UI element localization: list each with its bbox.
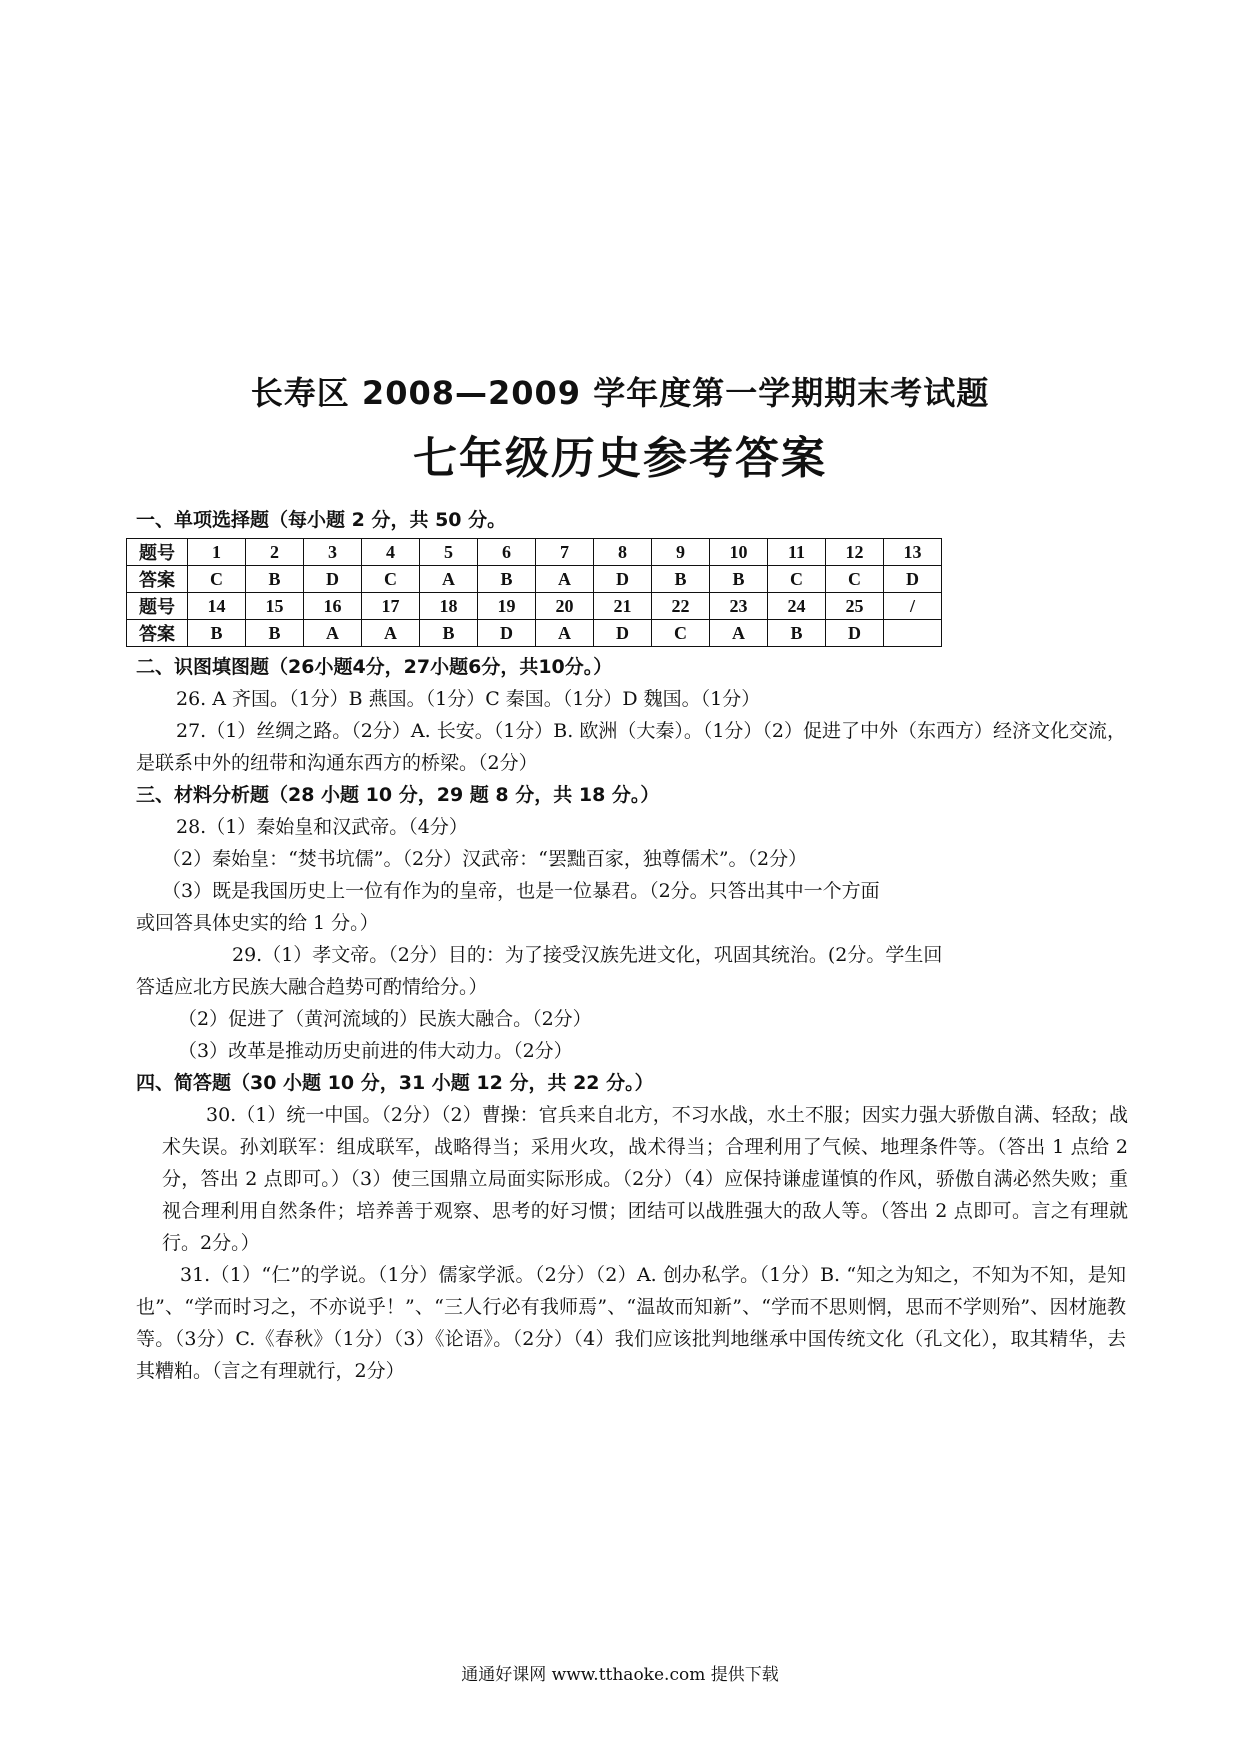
q28-part3-cont: 或回答具体史实的给 1 分。） [136, 912, 379, 934]
table-cell: C [826, 566, 884, 593]
table-cell: 5 [420, 539, 478, 566]
table-cell: D [304, 566, 362, 593]
answer-table [126, 538, 942, 647]
table-cell: 16 [304, 593, 362, 620]
table-cell: B [246, 566, 304, 593]
q28-part3: （3）既是我国历史上一位有作为的皇帝，也是一位暴君。（2分。只答出其中一个方面 [162, 880, 880, 902]
table-cell: 14 [188, 593, 246, 620]
section3-heading: 三、材料分析题（28 小题 10 分，29 题 8 分，共 18 分。） [136, 784, 660, 806]
section4-heading: 四、简答题（30 小题 10 分，31 小题 12 分，共 22 分。） [136, 1072, 654, 1094]
table-cell: D [594, 566, 652, 593]
table-row [127, 566, 942, 593]
table-cell: 22 [652, 593, 710, 620]
table-row-label: 答案 [127, 566, 188, 593]
table-cell: A [362, 620, 420, 647]
table-cell: 6 [478, 539, 536, 566]
q28-part2: （2）秦始皇：“焚书坑儒”。（2分）汉武帝：“罢黜百家，独尊儒术”。（2分） [162, 848, 808, 870]
table-cell: C [188, 566, 246, 593]
exam-title: 长寿区 2008—2009 学年度第一学期期末考试题 [250, 374, 990, 412]
table-cell: B [246, 620, 304, 647]
q29-part2: （2）促进了（黄河流域的）民族大融合。（2分） [178, 1008, 592, 1030]
table-row-label: 答案 [127, 620, 188, 647]
section1-heading: 一、单项选择题（每小题 2 分，共 50 分。 [136, 509, 507, 531]
table-cell: 24 [768, 593, 826, 620]
table-cell: C [362, 566, 420, 593]
table-cell: B [478, 566, 536, 593]
q29-part3: （3）改革是推动历史前进的伟大动力。（2分） [178, 1040, 573, 1062]
table-cell: 12 [826, 539, 884, 566]
table-cell: 15 [246, 593, 304, 620]
table-cell: B [420, 620, 478, 647]
table-cell: 25 [826, 593, 884, 620]
q29-part1: 29.（1）孝文帝。（2分）目的：为了接受汉族先进文化，巩固其统治。(2分。学生回 [232, 944, 943, 966]
table-cell: B [710, 566, 768, 593]
table-cell: C [768, 566, 826, 593]
table-cell: 1 [188, 539, 246, 566]
table-cell: 21 [594, 593, 652, 620]
table-row-label: 题号 [127, 593, 188, 620]
q27-answer: 27.（1）丝绸之路。（2分）A. 长安。（1分）B. 欧洲（大秦）。（1分）（2）促进了中外（东西方）经济文化交流，是联系中外的纽带和沟通东西方的桥梁。（2分） [136, 720, 1127, 774]
table-row [127, 539, 942, 566]
table-cell: 11 [768, 539, 826, 566]
table-cell: A [304, 620, 362, 647]
table-cell: C [652, 620, 710, 647]
table-cell: 9 [652, 539, 710, 566]
q26-answer: 26. A 齐国。（1分）B 燕国。（1分）C 秦国。（1分）D 魏国。（1分） [176, 688, 761, 710]
table-row [127, 593, 942, 620]
table-cell: 10 [710, 539, 768, 566]
table-cell: A [420, 566, 478, 593]
table-cell: 8 [594, 539, 652, 566]
q30-answer: 30.（1）统一中国。（2分）（2）曹操：官兵来自北方，不习水战，水土不服；因实力强大骄傲自满、轻敌；战术失误。孙刘联军：组成联军，战略得当；采用火攻，战术得当；合理利用了气候、地理条件等。（答出 1 点给 2 分，答出 2 点即可。）（3）使三国鼎立局面实际形成。（2分）（4）应保持谦虚谨慎的作风，骄傲自满必然失败；重视合理利用自然条件；培养善于观察、思考的好习惯；团结可以战胜强大的敌人等。（答出 2 点即可。言之有理就行。2分。） [162, 1104, 1128, 1254]
table-cell: A [710, 620, 768, 647]
table-cell: 7 [536, 539, 594, 566]
table-cell: A [536, 620, 594, 647]
table-row-label: 题号 [127, 539, 188, 566]
table-cell: 23 [710, 593, 768, 620]
answer-key-title: 七年级历史参考答案 [413, 433, 827, 484]
q29-part1-cont: 答适应北方民族大融合趋势可酌情给分。） [136, 976, 488, 998]
q31-answer: 31.（1）“仁”的学说。（1分）儒家学派。（2分）（2）A. 创办私学。（1分）B. “知之为知之，不知为不知，是知也”、“学而时习之，不亦说乎！”、“三人行必有我师焉”、“温故而知新”、“学而不思则惘，思而不学则殆”、因材施教等。（3分）C.《春秋》（1分）（3）《论语》。（2分）（4）我们应该批判地继承中国传统文化（孔文化），取其精华，去其糟粕。（言之有理就行，2分） [136, 1264, 1126, 1382]
table-cell: B [188, 620, 246, 647]
table-cell: / [884, 593, 942, 620]
table-cell: 19 [478, 593, 536, 620]
table-cell [884, 620, 942, 647]
table-cell: D [826, 620, 884, 647]
footer-credit: 通通好课网 www.tthaoke.com 提供下载 [461, 1665, 779, 1685]
table-cell: 18 [420, 593, 478, 620]
table-cell: D [884, 566, 942, 593]
table-cell: 2 [246, 539, 304, 566]
table-cell: 20 [536, 593, 594, 620]
section2-heading: 二、识图填图题（26小题4分，27小题6分，共10分。） [136, 656, 613, 678]
table-cell: B [652, 566, 710, 593]
table-cell: A [536, 566, 594, 593]
table-cell: 13 [884, 539, 942, 566]
table-cell: D [594, 620, 652, 647]
answer-content [136, 504, 1126, 1387]
q28-part1: 28.（1）秦始皇和汉武帝。（4分） [176, 816, 468, 838]
table-cell: 4 [362, 539, 420, 566]
table-cell: D [478, 620, 536, 647]
table-row [127, 620, 942, 647]
table-cell: 3 [304, 539, 362, 566]
table-cell: 17 [362, 593, 420, 620]
table-cell: B [768, 620, 826, 647]
